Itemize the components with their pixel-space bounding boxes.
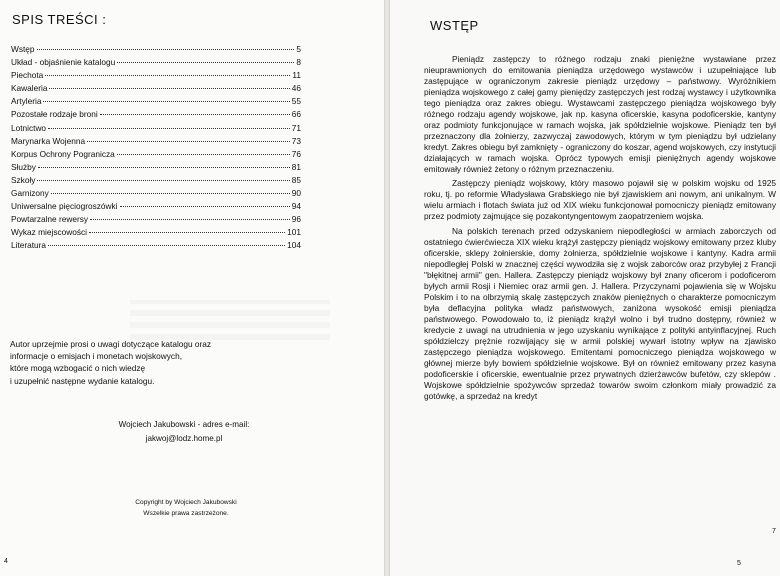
paragraph: Zastępczy pieniądz wojskowy, który masowo pojawił się w polskim wojsku od 1925 roku, tj. po reformie Władysława Grabskiego nie był zjawiskiem ani nowym, ani unikalnym. W wielu armiach i flotach świata już od XIX wieku funkcjonował pomocniczy pieniądz emitowany przez podmioty zajmujące się pozakontyngentowym zaopatrzeniem wojska. (424, 178, 776, 222)
right-page (390, 0, 780, 576)
toc-leader-dots (117, 154, 290, 155)
toc-entry-page: 71 (291, 122, 301, 133)
page-number-left: 4 (4, 558, 8, 565)
left-page (0, 0, 384, 576)
toc-entry (11, 82, 301, 95)
toc-entry (11, 108, 301, 121)
notice-line: i uzupełnić następne wydanie katalogu. (10, 375, 155, 386)
toc-entry-page: 104 (287, 240, 301, 251)
toc-entry-page: 76 (291, 148, 301, 159)
toc-entry-label: Lotnictwo (11, 122, 47, 133)
toc-entry (11, 56, 301, 69)
toc-entry (11, 148, 301, 161)
notice-line: które mogą wzbogacić o nich wiedzę (10, 363, 146, 374)
toc-entry (11, 174, 301, 187)
toc-entry (11, 200, 301, 213)
toc-entry-label: Korpus Ochrony Pogranicza (11, 148, 115, 159)
toc-entry (11, 95, 301, 108)
toc-entry-label: Wstęp (11, 44, 35, 54)
toc-leader-dots (51, 193, 290, 194)
toc-entry-label: Kawaleria (11, 83, 48, 94)
toc-entry-page: 101 (287, 227, 301, 238)
toc-leader-dots (48, 128, 290, 129)
toc-entry-label: Literatura (11, 240, 47, 251)
toc-title: SPIS TREŚCI : (12, 12, 107, 27)
toc-leader-dots (48, 245, 285, 246)
toc-entry-label: Szkoły (11, 174, 36, 185)
notice-line: Autor uprzejmie prosi o uwagi dotyczące katalogu oraz (10, 339, 212, 349)
paragraph: Pieniądz zastępczy to różnego rodzaju znaki pieniężne wystawiane przez nieuprawnionych do emitowania pieniądza urzędowego wystawców i uzupełniające lub zastępujące w ograniczonym zakresie pieniądz urzędowy – państwowy. Wyróżnikiem pieniądza wojskowego z całej gamy pieniędzy zastępczych jest rodzaj wystawcy i użytkownika tego pieniądza oraz zakres obiegu. Wystawcami zastępczego pieniądza wojskowego były różnego rodzaju agendy wojskowe, jak np. kasyna oficerskie, kasyna podoficerskie, kantyny oraz podmioty funkcjonujące w ramach wojska, jak spółdzielnie wojskowe. Pieniądz ten był przeznaczony dla żołnierzy, zazwyczaj zawodowych, którym w tym pieniądzu był udzielany kredyt. Zakres obiegu był zamknięty - ograniczony do koszar, agend wojskowych, czy instytucji działających w ramach wojska. Oprócz typowych emisji pieniężnych agendy wojskowe emitowały również żetony o różnym przeznaczeniu. (424, 54, 776, 174)
notice-line: informacje o emisjach i monetach wojskowych, (10, 351, 182, 362)
toc-entry (11, 226, 301, 239)
toc-leader-dots (120, 206, 290, 207)
toc-leader-dots (45, 75, 290, 76)
toc-entry (11, 122, 301, 135)
toc-entry-page: 96 (291, 214, 301, 225)
intro-title: WSTĘP (430, 18, 479, 33)
toc-entry-label: Układ - objaśnienie katalogu (11, 57, 116, 68)
toc-entry (11, 135, 301, 148)
paragraph: Na polskich terenach przed odzyskaniem niepodległości w armiach zaborczych od ostatniego ćwierćwiecza XIX wieku krążył zastępczy pieniądz wojskowy emitowany przez kluby oficerskie, sklepy żołnierskie, domy żołnierza, spółdzielnie wojskowe i kantyny. Kadra armii niepodległej Polski w znacznej części wywodziła się z wojsk zaborców oraz przybyłej z Francji "błękitnej armii" gen. Hallera. Zastępczy pieniądz wojskowy był znany oficerom i podoficerom byłych armii Rosji i Niemiec oraz armii gen. J. Hallera. Przyczynami pojawienia się w Wojsku Polskim i to na olbrzymią skalę zastępczych znaków pieniężnych o charakterze pomocniczym była deflacyjna polityka władz państwowych, zaniżona wysokość emisji pieniądza państwowego. Powodowało to, iż pieniądz krążył wolno i był trudno dostępny, również w kredycie z uwagi na utrudnienia w jego uzyskaniu wynikające z polityki antyinflacyjnej. Ruch spółdzielczy prężnie rozwijający się w armii polskiej wywarł istotny wpływ na zjawisko zastępczego pieniądza wojskowego. Emitentami pomocniczego pieniądza wojskowego w głównej mierze były bowiem spółdzielnie wojskowe. Był on również emitowany przez kasyna podoficerskie i oficerskie, ewentualnie przez prywatnych dzierżawców bufetów, czy sklepów . Wojskowe spółdzielnie spożywców sprzedaż towarów swoim członkom miały prowadzić za gotówkę, a sprzedaż na kredyt (424, 226, 776, 401)
toc-leader-dots (37, 49, 295, 50)
toc-leader-dots (87, 141, 290, 142)
bleed-through-shadow (130, 300, 330, 340)
toc-entry-page: 73 (291, 135, 301, 146)
author-line: Wojciech Jakubowski - adres e-mail: (118, 420, 250, 429)
toc-entry (11, 161, 301, 174)
toc-leader-dots (49, 88, 289, 89)
page-number-right: 5 (737, 560, 741, 567)
toc-leader-dots (100, 114, 290, 115)
edge-page-mark: 7 (772, 528, 776, 535)
toc-leader-dots (43, 101, 289, 102)
toc-entry-page: 94 (291, 201, 301, 212)
toc-entry-label: Piechota (11, 70, 44, 81)
toc-leader-dots (90, 219, 290, 220)
toc-leader-dots (89, 232, 285, 233)
toc-entry-page: 8 (296, 57, 301, 68)
toc-entry-label: Wykaz miejscowości (11, 227, 87, 238)
toc-entry-page: 85 (291, 174, 301, 185)
copyright (96, 498, 276, 519)
toc-entry-page: 90 (291, 188, 301, 199)
author-contact (84, 418, 284, 445)
toc-entry-label: Służby (11, 161, 36, 172)
toc-entry-label: Pozostałe rodzaje broni (11, 109, 98, 120)
intro-body (424, 54, 776, 402)
rights-line: Wszelkie prawa zastrzeżone. (143, 509, 229, 517)
toc-entry-page: 55 (291, 96, 301, 107)
toc-entry (11, 239, 301, 252)
toc-entry (11, 69, 301, 82)
toc-entry-page: 11 (292, 70, 301, 81)
toc-entry-page: 66 (291, 109, 301, 120)
toc-entry-page: 81 (291, 161, 301, 172)
toc-entry-label: Artyleria (11, 96, 42, 107)
toc-entry (11, 213, 301, 226)
toc-entry-label: Powtarzalne rewersy (11, 214, 89, 225)
toc-leader-dots (38, 167, 290, 168)
toc-entry-label: Garnizony (11, 188, 49, 199)
table-of-contents (11, 43, 301, 253)
toc-entry-page: 5 (296, 44, 301, 54)
author-email: jakwoj@lodz.home.pl (145, 433, 223, 443)
toc-leader-dots (117, 62, 294, 63)
author-notice (10, 338, 270, 387)
toc-entry (11, 43, 301, 56)
toc-leader-dots (37, 180, 289, 181)
toc-entry (11, 187, 301, 200)
toc-entry-label: Uniwersalne pięciogroszówki (11, 201, 118, 212)
copyright-line: Copyright by Wojciech Jakubowski (135, 499, 237, 506)
toc-entry-page: 46 (291, 83, 301, 94)
toc-entry-label: Marynarka Wojenna (11, 135, 86, 146)
